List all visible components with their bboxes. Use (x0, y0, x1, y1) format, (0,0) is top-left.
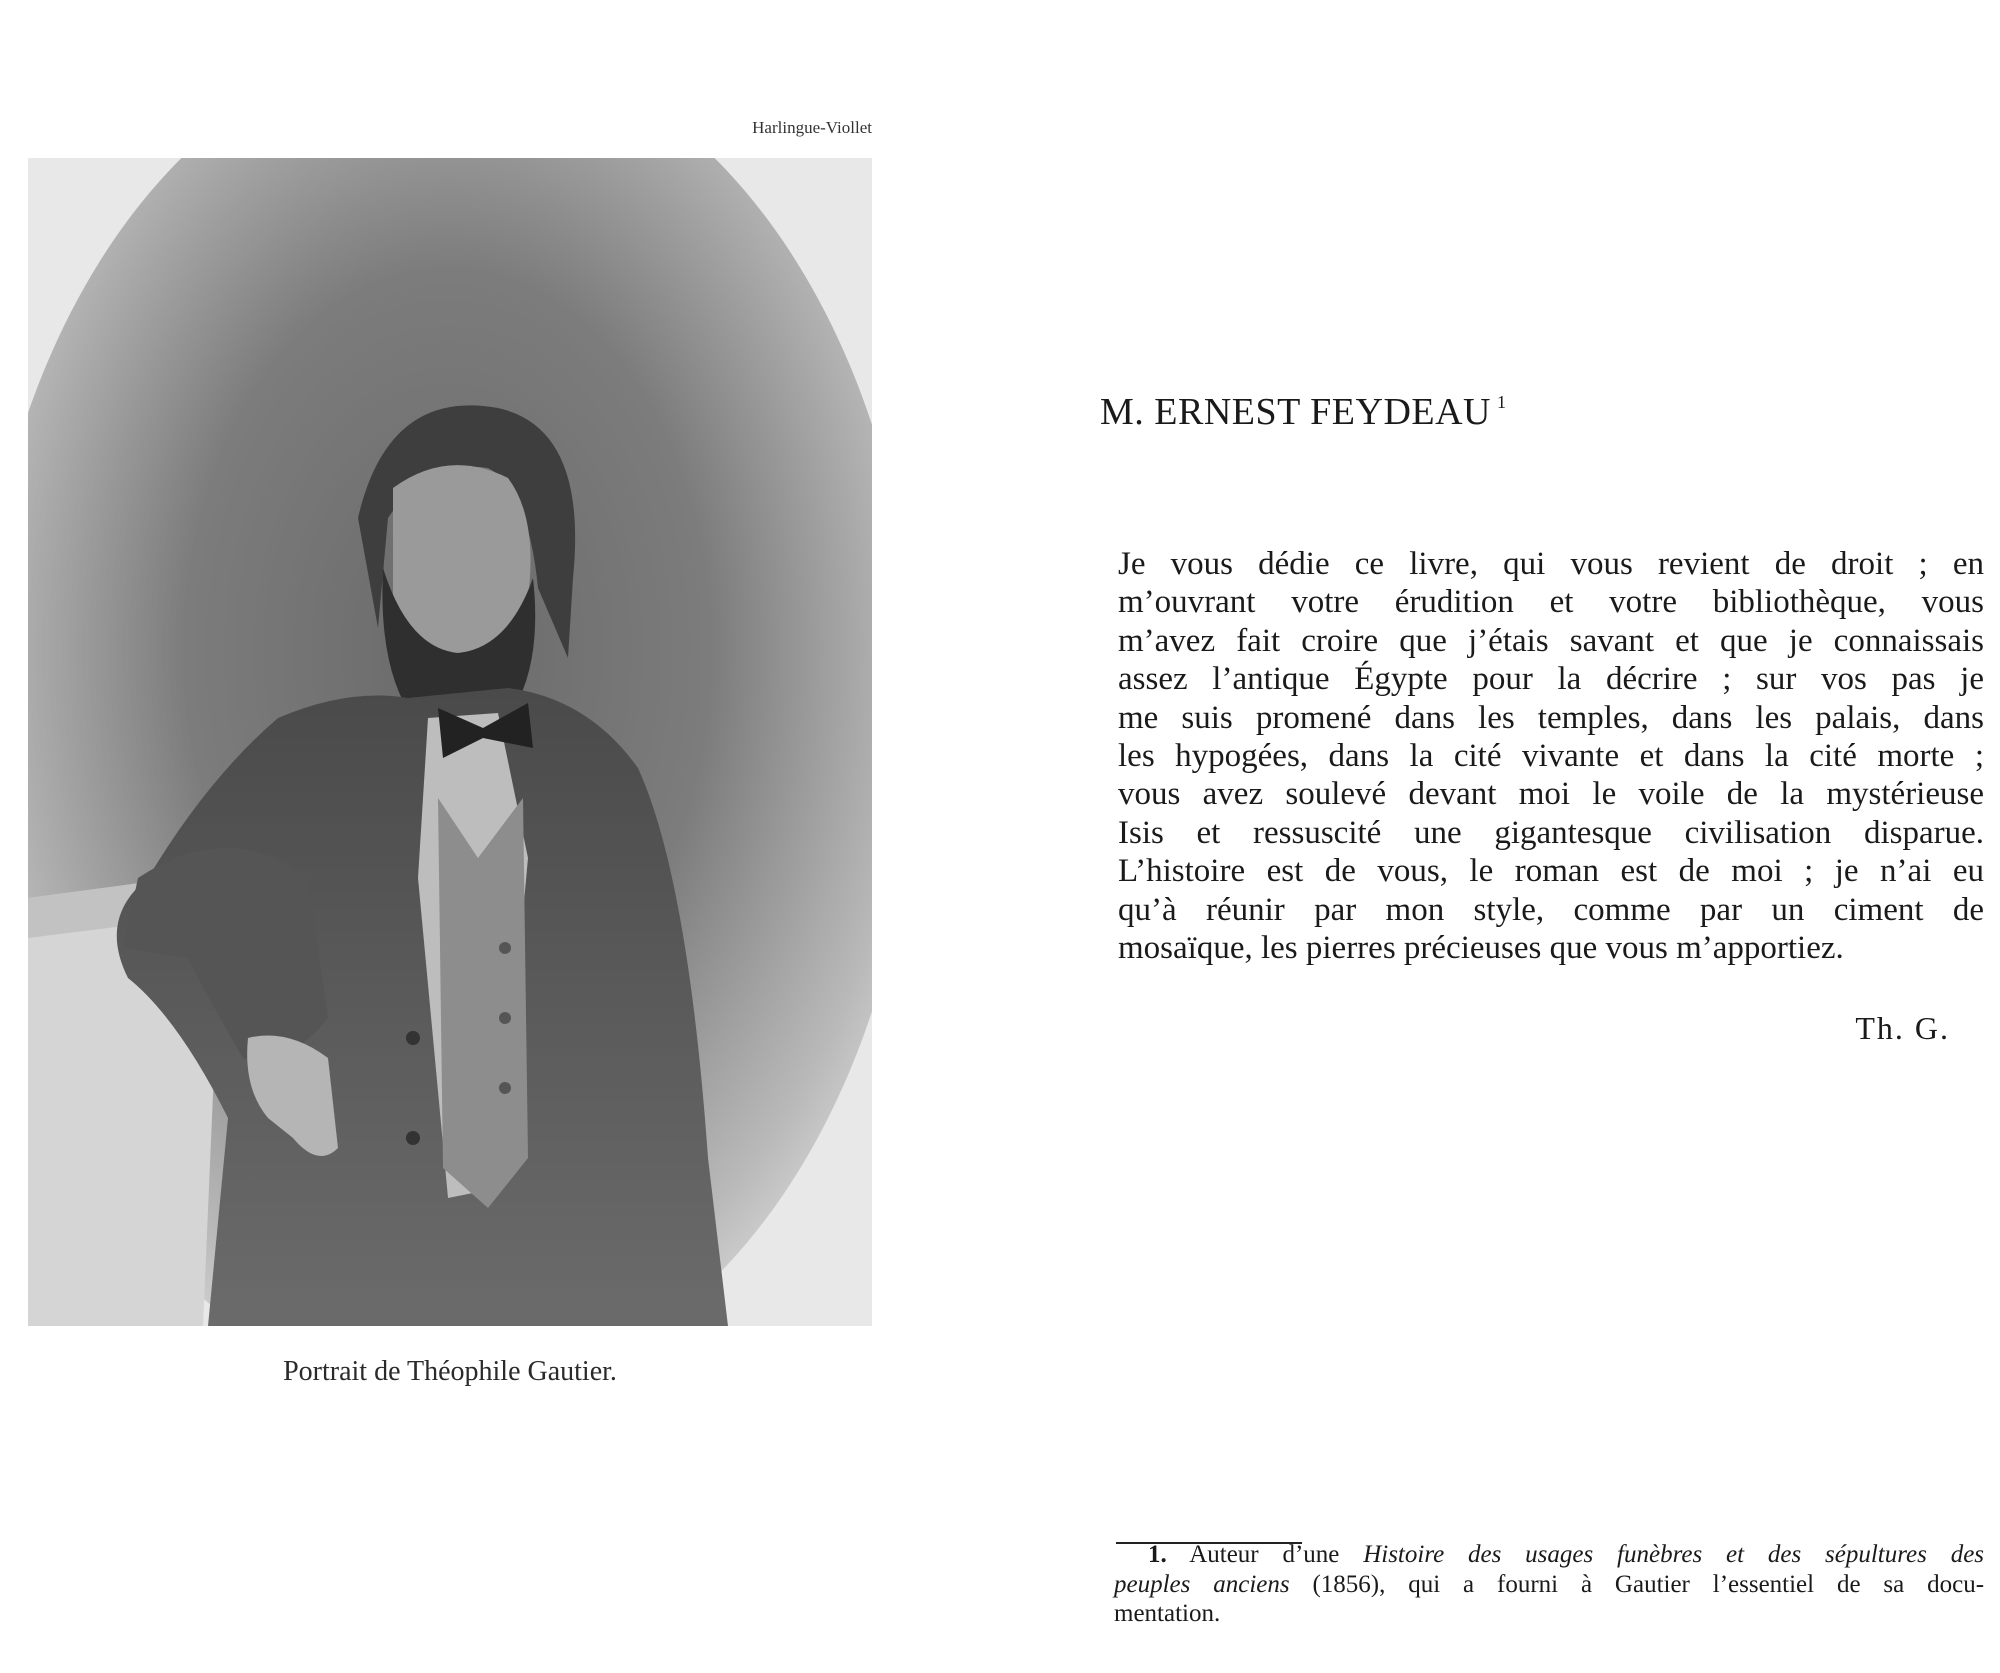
portrait-caption: Portrait de Théophile Gautier. (283, 1356, 617, 1387)
footnote-book-title-end: peuples anciens (1114, 1570, 1290, 1598)
dedication-line: m’avez fait croire que j’étais savant et que je connaissais (1118, 622, 1984, 659)
footnote-line (1114, 1540, 1984, 1570)
dedication-line: L’histoire est de vous, le roman est de moi ; je n’ai eu (1118, 853, 1984, 890)
footnote-line: mentation. (1114, 1600, 1221, 1627)
dedication-line: qu’à réunir par mon style, comme par un ciment de (1118, 891, 1984, 928)
footnote (1114, 1540, 1984, 1629)
footnote-text: Auteur d’une (1189, 1541, 1340, 1568)
dedication-line: assez l’antique Égypte pour la décrire ; sur vos pas je (1118, 661, 1984, 698)
photo-credit: Harlingue-Viollet (752, 118, 872, 137)
signature: Th. G. (1855, 1010, 1950, 1046)
footnote-number: 1. (1148, 1541, 1167, 1568)
dedication-text (1118, 545, 1984, 967)
portrait-illustration (28, 158, 872, 1326)
dedication-line: les hypogées, dans la cité vivante et dans la cité morte ; (1118, 737, 1984, 774)
dedication-title (1100, 390, 2000, 434)
footnote-book-title: Histoire des usages funèbres et des sépultures des (1363, 1541, 1985, 1568)
footnote-text: (1856), qui a fourni à Gautier l’essentiel de sa docu- (1312, 1570, 1985, 1598)
dedication-line: Je vous dédie ce livre, qui vous revient de droit ; en (1118, 546, 1984, 582)
dedication-line: Isis et ressuscité une gigantesque civilisation disparue. (1118, 814, 1984, 851)
footnote-line (1114, 1570, 1984, 1600)
dedication-line: vous avez soulevé devant moi le voile de la mystérieuse (1118, 776, 1984, 813)
portrait-photo (28, 158, 872, 1326)
dedication-line: m’ouvrant votre érudition et votre bibliothèque, vous (1118, 584, 1984, 621)
footnote-marker: 1 (1497, 392, 1507, 412)
dedication-line: mosaïque, les pierres précieuses que vous m’apportiez. (1118, 929, 1844, 966)
dedication-line: me suis promené dans les temples, dans les palais, dans (1118, 699, 1984, 736)
dedication-title-text: M. ERNEST FEYDEAU (1100, 391, 1491, 433)
